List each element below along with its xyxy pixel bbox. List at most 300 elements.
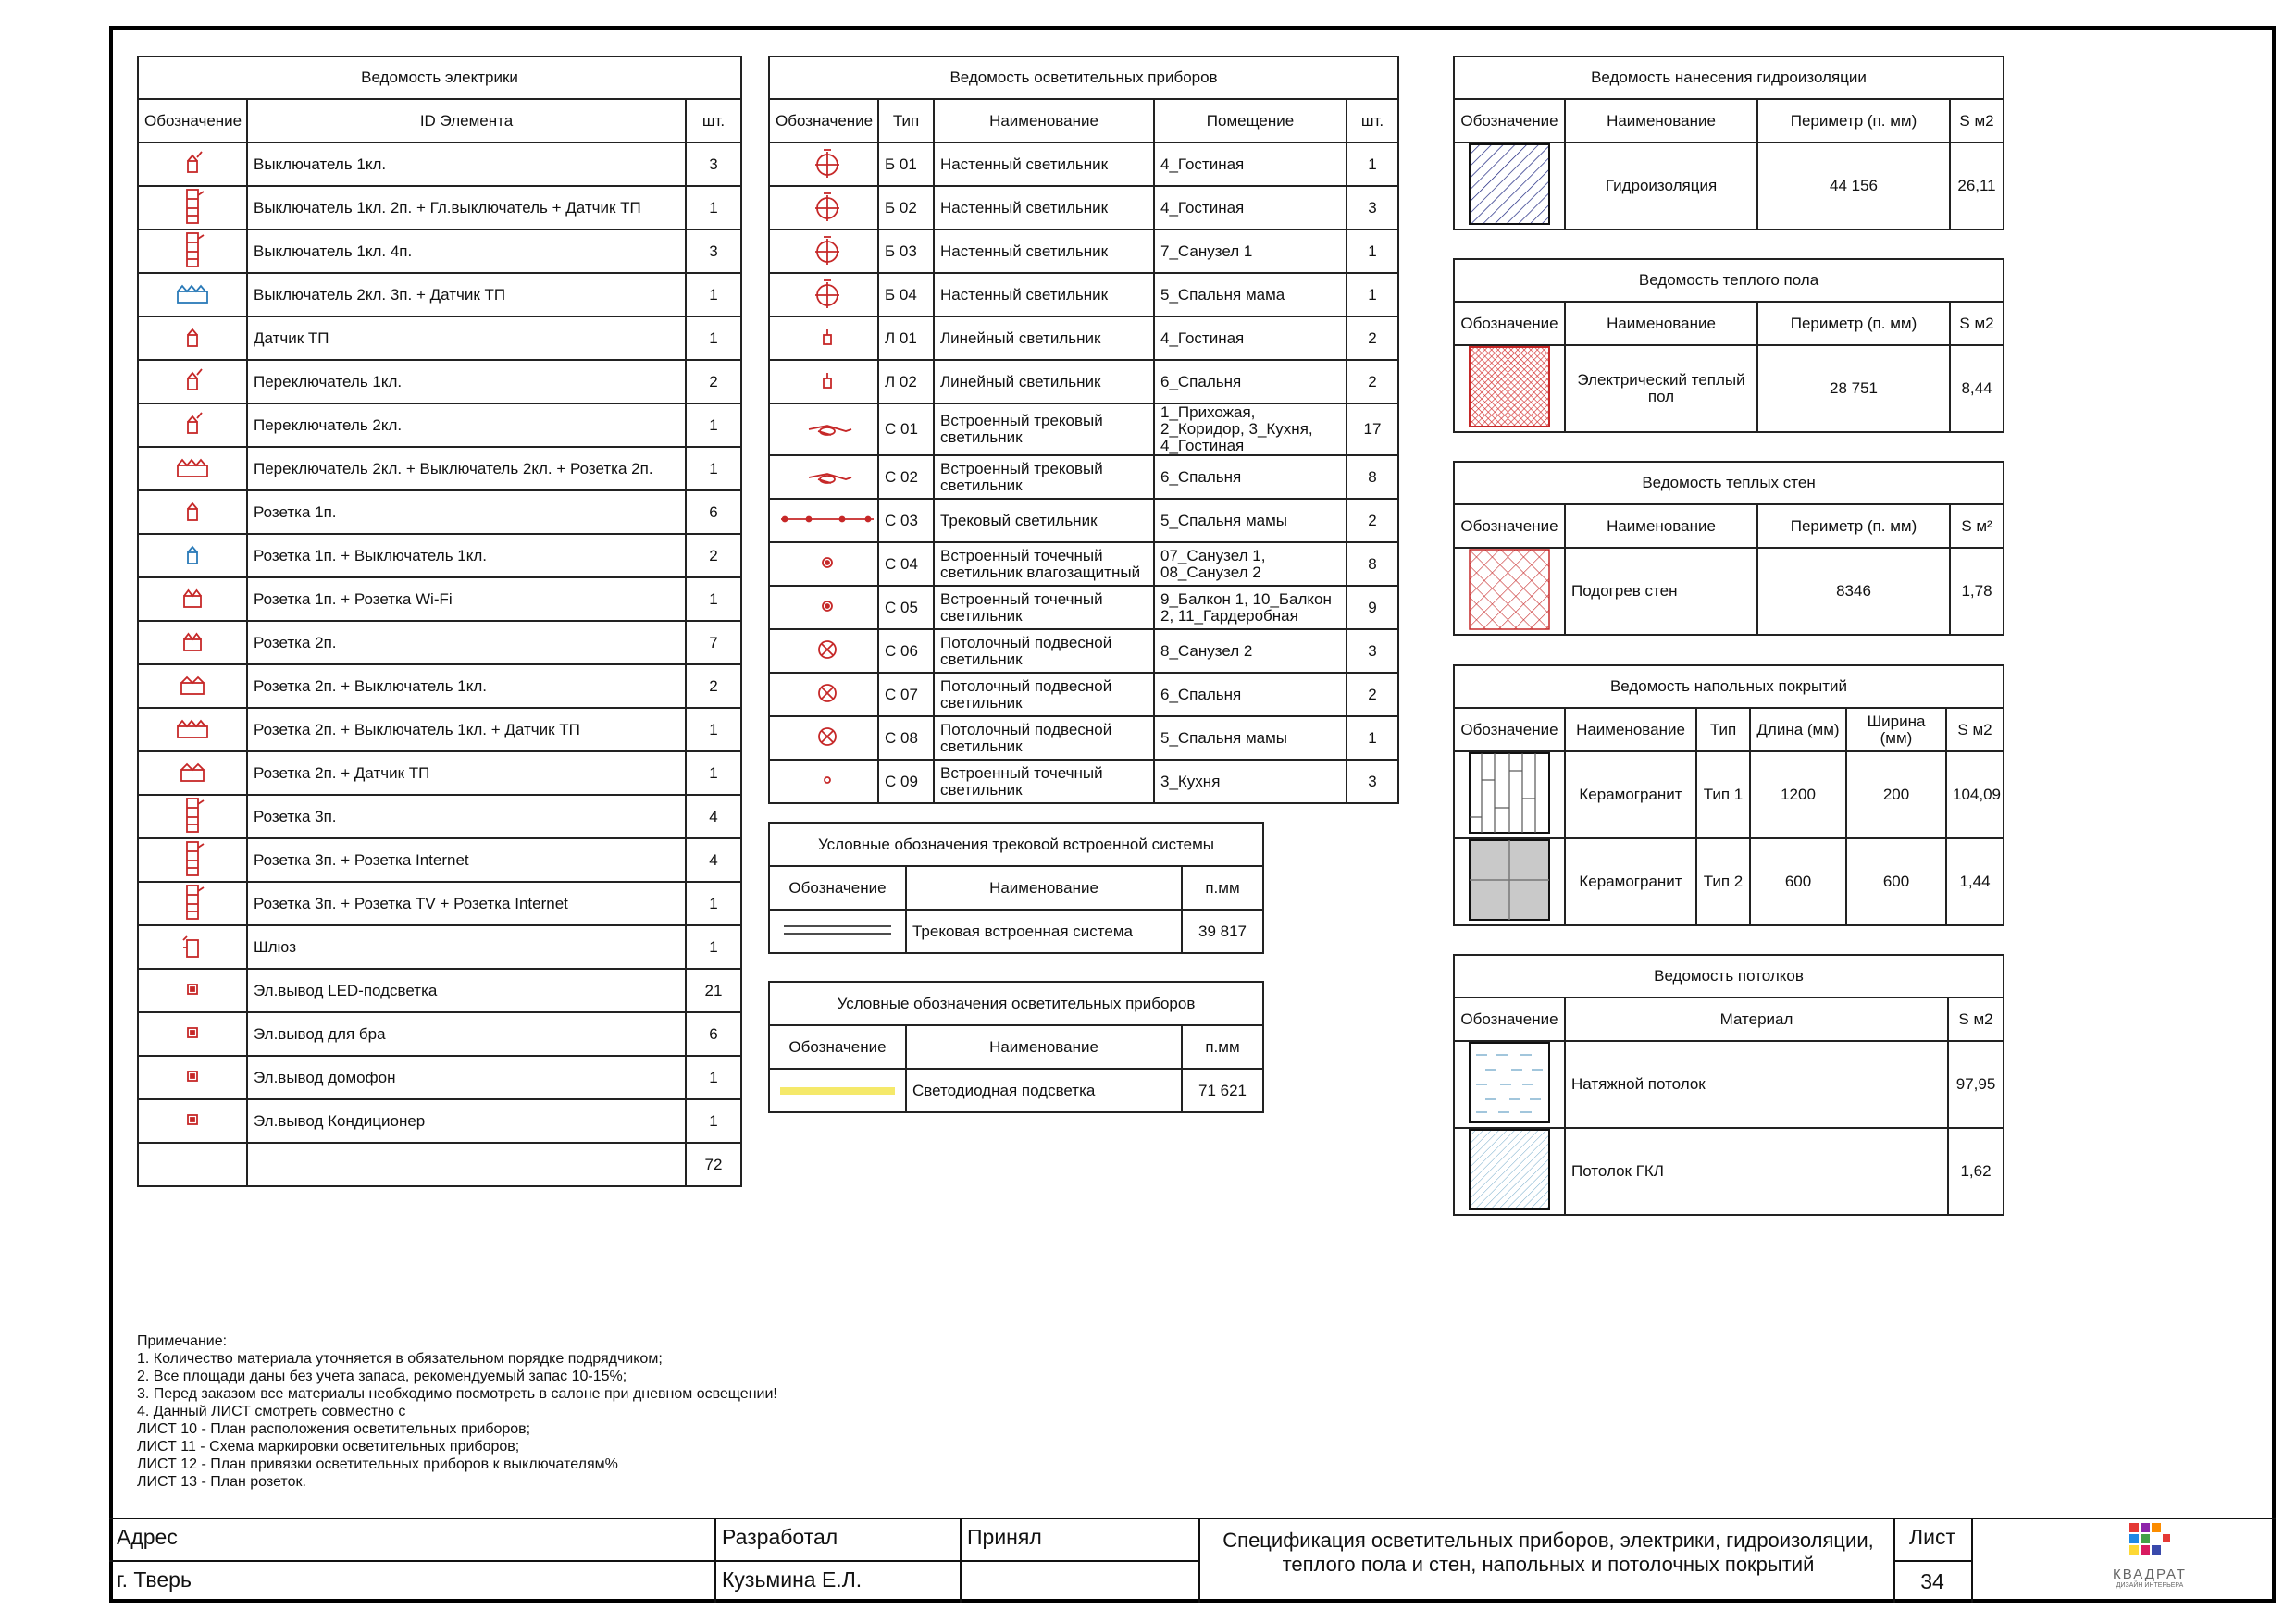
light-qty: 8 (1347, 455, 1398, 499)
floor-area: 104,09 (1946, 751, 2004, 838)
lights-row (769, 542, 1398, 586)
light-type: С 04 (878, 542, 934, 586)
element-qty: 4 (686, 795, 741, 838)
fine-hatch-icon (1469, 1129, 1550, 1210)
developer-value: Кузьмина Е.Л. (722, 1567, 863, 1592)
light-room: 4_Гостиная (1154, 316, 1347, 360)
ceilings-table (1453, 954, 2004, 1216)
element-name: Эл.вывод Кондиционер (247, 1099, 686, 1143)
electrics-row (138, 360, 741, 403)
col-header: Обозначение (769, 1025, 906, 1069)
warm-walls-perimeter: 8346 (1757, 548, 1950, 635)
electrics-row (138, 447, 741, 490)
electrics-row (138, 1056, 741, 1099)
light-qty: 2 (1347, 499, 1398, 542)
ceiling-name: Потолок ГКЛ (1565, 1128, 1948, 1215)
col-header: Наименование (906, 1025, 1182, 1069)
lights-row (769, 186, 1398, 229)
light-type: Б 04 (878, 273, 934, 316)
col-header: Обозначение (1454, 99, 1565, 142)
lights-row (769, 586, 1398, 629)
element-name: Шлюз (247, 925, 686, 969)
electric-symbol-icon (138, 621, 247, 664)
electrics-row (138, 751, 741, 795)
electric-symbol-icon (138, 795, 247, 838)
light-type: С 01 (878, 403, 934, 455)
light-qty: 3 (1347, 629, 1398, 673)
electrics-row (138, 1099, 741, 1143)
hydro-area: 26,11 (1950, 142, 2004, 229)
element-name: Розетка 3п. + Розетка TV + Розетка Internet (247, 882, 686, 925)
col-header: S м2 (1946, 708, 2004, 751)
note-line: ЛИСТ 13 - План розеток. (137, 1474, 306, 1490)
element-name: Переключатель 2кл. + Выключатель 2кл. + Розетка 2п. (247, 447, 686, 490)
electrics-row (138, 708, 741, 751)
col-header: п.мм (1182, 866, 1263, 910)
double-line-icon (780, 921, 895, 939)
lights-row (769, 455, 1398, 499)
light-name: Потолочный подвесной светильник (934, 716, 1154, 760)
electrics-table (137, 56, 742, 1187)
light-symbol-icon (769, 499, 878, 542)
floor-coverings-table (1453, 664, 2004, 926)
element-qty: 1 (686, 925, 741, 969)
light-symbol-icon (769, 542, 878, 586)
light-name: Потолочный подвесной светильник (934, 629, 1154, 673)
col-header: Тип (1696, 708, 1750, 751)
element-qty: 1 (686, 577, 741, 621)
element-qty: 6 (686, 1012, 741, 1056)
electric-symbol-icon (138, 447, 247, 490)
electrics-row (138, 1012, 741, 1056)
led-name: Светодиодная подсветка (906, 1069, 1182, 1112)
light-symbol-icon (769, 229, 878, 273)
col-header: Обозначение (138, 99, 247, 142)
light-name: Встроенный трековый светильник (934, 403, 1154, 455)
electric-symbol-icon (138, 142, 247, 186)
col-header: Длина (мм) (1750, 708, 1846, 751)
col-header: Обозначение (769, 99, 878, 142)
light-type: Б 01 (878, 142, 934, 186)
electrics-row (138, 969, 741, 1012)
lights-row (769, 316, 1398, 360)
note-line: ЛИСТ 11 - Схема маркировки осветительных приборов; (137, 1439, 520, 1455)
hydro-title: Ведомость нанесения гидроизоляции (1454, 56, 2004, 99)
electric-symbol-icon (138, 229, 247, 273)
electrics-row (138, 838, 741, 882)
light-room: 4_Гостиная (1154, 142, 1347, 186)
floor-width: 200 (1846, 751, 1946, 838)
track-legend-title: Условные обозначения трековой встроенной системы (769, 823, 1263, 866)
floor-width: 600 (1846, 838, 1946, 925)
col-header: S м2 (1950, 302, 2004, 345)
light-legend-title: Условные обозначения осветительных приборов (769, 982, 1263, 1025)
warm-walls-title: Ведомость теплых стен (1454, 462, 2004, 504)
element-qty: 2 (686, 664, 741, 708)
electric-symbol-icon (138, 1099, 247, 1143)
electrics-row (138, 229, 741, 273)
col-header: Периметр (п. мм) (1757, 504, 1950, 548)
lights-row (769, 499, 1398, 542)
light-room: 5_Спальня мама (1154, 273, 1347, 316)
element-name: Розетка 1п. + Розетка Wi-Fi (247, 577, 686, 621)
col-header: Наименование (1565, 302, 1757, 345)
light-room: 07_Санузел 1, 08_Санузел 2 (1154, 542, 1347, 586)
element-qty: 1 (686, 708, 741, 751)
note-line: 3. Перед заказом все материалы необходимо посмотреть в салоне при дневном освещении! (137, 1386, 777, 1402)
light-name: Встроенный точечный светильник (934, 760, 1154, 803)
track-name: Трековая встроенная система (906, 910, 1182, 953)
light-type: С 07 (878, 673, 934, 716)
element-name: Датчик ТП (247, 316, 686, 360)
electrics-total: 72 (686, 1143, 741, 1186)
note-line: ЛИСТ 10 - План расположения осветительных приборов; (137, 1421, 531, 1437)
element-name: Розетка 1п. (247, 490, 686, 534)
element-qty: 7 (686, 621, 741, 664)
lights-row (769, 629, 1398, 673)
light-name: Линейный светильник (934, 360, 1154, 403)
element-qty: 1 (686, 882, 741, 925)
light-qty: 3 (1347, 186, 1398, 229)
floor-length: 600 (1750, 838, 1846, 925)
electrics-row (138, 403, 741, 447)
hydro-perimeter: 44 156 (1757, 142, 1950, 229)
light-name: Встроенный точечный светильник влагозащитный (934, 542, 1154, 586)
sheet-label: Лист (1909, 1525, 1955, 1549)
element-name: Выключатель 1кл. 2п. + Гл.выключатель + Датчик ТП (247, 186, 686, 229)
electric-symbol-icon (138, 360, 247, 403)
element-name: Розетка 1п. + Выключатель 1кл. (247, 534, 686, 577)
electric-symbol-icon (138, 577, 247, 621)
element-name: Розетка 3п. + Розетка Internet (247, 838, 686, 882)
light-qty: 2 (1347, 673, 1398, 716)
electric-symbol-icon (138, 403, 247, 447)
light-room: 5_Спальня мамы (1154, 716, 1347, 760)
electrics-row (138, 925, 741, 969)
developed-label: Разработал (722, 1525, 838, 1549)
col-header: п.мм (1182, 1025, 1263, 1069)
element-qty: 1 (686, 751, 741, 795)
sheet-title: Спецификация осветительных приборов, электрики, гидроизоляции, теплого пола и стен, напольных и потолочных покрытий (1222, 1529, 1874, 1576)
light-type: С 05 (878, 586, 934, 629)
track-symbol (769, 910, 906, 953)
col-header: Материал (1565, 997, 1948, 1041)
light-qty: 9 (1347, 586, 1398, 629)
plank-pattern-icon (1469, 752, 1550, 834)
ceilings-title: Ведомость потолков (1454, 955, 2004, 997)
col-header: Обозначение (769, 866, 906, 910)
col-header: Наименование (906, 866, 1182, 910)
element-qty: 2 (686, 534, 741, 577)
electrics-row (138, 577, 741, 621)
element-name: Переключатель 1кл. (247, 360, 686, 403)
electric-symbol-icon (138, 838, 247, 882)
element-qty: 2 (686, 360, 741, 403)
light-room: 6_Спальня (1154, 673, 1347, 716)
electric-symbol-icon (138, 925, 247, 969)
floor-type2-swatch (1454, 838, 1565, 925)
electric-symbol-icon (138, 490, 247, 534)
element-qty: 3 (686, 142, 741, 186)
light-type: С 06 (878, 629, 934, 673)
light-symbol-icon (769, 716, 878, 760)
floor-area: 1,44 (1946, 838, 2004, 925)
electrics-row (138, 490, 741, 534)
electrics-row (138, 142, 741, 186)
electric-symbol-icon (138, 273, 247, 316)
col-header: Периметр (п. мм) (1757, 99, 1950, 142)
lights-row (769, 403, 1398, 455)
accepted-label: Принял (967, 1525, 1042, 1549)
light-qty: 1 (1347, 716, 1398, 760)
light-qty: 2 (1347, 316, 1398, 360)
lights-row (769, 360, 1398, 403)
notes-block (137, 1332, 777, 1491)
warm-walls-area: 1,78 (1950, 548, 2004, 635)
electric-symbol-icon (138, 316, 247, 360)
light-qty: 8 (1347, 542, 1398, 586)
light-symbol-icon (769, 360, 878, 403)
element-name: Розетка 2п. (247, 621, 686, 664)
company-logo (2099, 1521, 2201, 1599)
led-value: 71 621 (1182, 1069, 1263, 1112)
light-room: 7_Санузел 1 (1154, 229, 1347, 273)
floor-length: 1200 (1750, 751, 1846, 838)
electrics-row (138, 664, 741, 708)
warm-walls-name: Подогрев стен (1565, 548, 1757, 635)
col-header: Ширина (мм) (1846, 708, 1946, 751)
light-qty: 1 (1347, 273, 1398, 316)
floor-type1-swatch (1454, 751, 1565, 838)
col-header: Периметр (п. мм) (1757, 302, 1950, 345)
hydro-table (1453, 56, 2004, 230)
lights-table (768, 56, 1399, 804)
track-legend-table (768, 822, 1264, 954)
light-room: 6_Спальня (1154, 360, 1347, 403)
element-qty: 3 (686, 229, 741, 273)
floor-name: Керамогранит (1565, 838, 1696, 925)
light-symbol-icon (769, 629, 878, 673)
note-line: Примечание: (137, 1333, 228, 1349)
light-room: 6_Спальня (1154, 455, 1347, 499)
electric-symbol-icon (138, 1056, 247, 1099)
light-type: С 08 (878, 716, 934, 760)
light-name: Настенный светильник (934, 273, 1154, 316)
electrics-row (138, 882, 741, 925)
element-name: Выключатель 1кл. (247, 142, 686, 186)
electrics-row (138, 795, 741, 838)
note-line: 1. Количество материала уточняется в обязательном порядке подрядчиком; (137, 1351, 663, 1367)
electric-symbol-icon (138, 969, 247, 1012)
element-qty: 4 (686, 838, 741, 882)
ceiling-area: 1,62 (1948, 1128, 2004, 1215)
element-qty: 21 (686, 969, 741, 1012)
light-name: Настенный светильник (934, 229, 1154, 273)
light-type: Л 02 (878, 360, 934, 403)
light-type: С 09 (878, 760, 934, 803)
light-symbol-icon (769, 273, 878, 316)
light-symbol-icon (769, 403, 878, 455)
floor-name: Керамогранит (1565, 751, 1696, 838)
element-name: Розетка 2п. + Выключатель 1кл. (247, 664, 686, 708)
lights-row (769, 229, 1398, 273)
lights-row (769, 142, 1398, 186)
element-name: Эл.вывод домофон (247, 1056, 686, 1099)
title-block (109, 1518, 2276, 1603)
address-label: Адрес (117, 1525, 178, 1549)
electrics-row (138, 534, 741, 577)
element-name: Переключатель 2кл. (247, 403, 686, 447)
light-room: 9_Балкон 1, 10_Балкон 2, 11_Гардеробная (1154, 586, 1347, 629)
light-room: 1_Прихожая, 2_Коридор, 3_Кухня, 4_Гостиная (1154, 403, 1347, 455)
cross-hatch-icon (1469, 346, 1550, 427)
tile-pattern-icon (1469, 839, 1550, 921)
light-type: Б 03 (878, 229, 934, 273)
light-room: 4_Гостиная (1154, 186, 1347, 229)
electric-symbol-icon (138, 882, 247, 925)
light-legend-table (768, 981, 1264, 1113)
light-symbol-icon (769, 673, 878, 716)
lights-row (769, 273, 1398, 316)
ceiling2-swatch (1454, 1128, 1565, 1215)
lights-title: Ведомость осветительных приборов (769, 56, 1398, 99)
light-name: Потолочный подвесной светильник (934, 673, 1154, 716)
element-qty: 6 (686, 490, 741, 534)
col-header: Наименование (1565, 504, 1757, 548)
element-qty: 1 (686, 1056, 741, 1099)
logo-text: КВАДРАТ (2113, 1567, 2187, 1582)
electrics-row (138, 273, 741, 316)
warm-floor-perimeter: 28 751 (1757, 345, 1950, 432)
warm-walls-swatch (1454, 548, 1565, 635)
element-name: Выключатель 1кл. 4п. (247, 229, 686, 273)
light-symbol-icon (769, 455, 878, 499)
hydro-swatch (1454, 142, 1565, 229)
light-room: 3_Кухня (1154, 760, 1347, 803)
electric-symbol-icon (138, 664, 247, 708)
lights-row (769, 760, 1398, 803)
electric-symbol-icon (138, 186, 247, 229)
warm-floor-name: Электрический теплый пол (1565, 345, 1757, 432)
electric-symbol-icon (138, 708, 247, 751)
col-header: Обозначение (1454, 504, 1565, 548)
light-symbol-icon (769, 142, 878, 186)
address-value: г. Тверь (117, 1567, 192, 1592)
element-qty: 1 (686, 316, 741, 360)
col-header: Обозначение (1454, 708, 1565, 751)
col-header: S м² (1950, 504, 2004, 548)
lights-row (769, 673, 1398, 716)
electrics-title: Ведомость электрики (138, 56, 741, 99)
ceiling-area: 97,95 (1948, 1041, 2004, 1128)
warm-floor-area: 8,44 (1950, 345, 2004, 432)
element-name: Выключатель 2кл. 3п. + Датчик ТП (247, 273, 686, 316)
electrics-row (138, 186, 741, 229)
col-header: Обозначение (1454, 302, 1565, 345)
col-header: Тип (878, 99, 934, 142)
col-header: S м2 (1948, 997, 2004, 1041)
electric-symbol-icon (138, 1012, 247, 1056)
light-name: Линейный светильник (934, 316, 1154, 360)
col-header: шт. (1347, 99, 1398, 142)
light-room: 5_Спальня мамы (1154, 499, 1347, 542)
col-header: Помещение (1154, 99, 1347, 142)
warm-floor-title: Ведомость теплого пола (1454, 259, 2004, 302)
col-header: Обозначение (1454, 997, 1565, 1041)
track-value: 39 817 (1182, 910, 1263, 953)
element-name: Розетка 2п. + Выключатель 1кл. + Датчик ТП (247, 708, 686, 751)
note-line: 4. Данный ЛИСТ смотреть совместно с (137, 1404, 406, 1419)
diagonal-hatch-icon (1469, 143, 1550, 225)
light-qty: 17 (1347, 403, 1398, 455)
logo-subtext: ДИЗАЙН ИНТЕРЬЕРА (2116, 1582, 2184, 1589)
light-name: Настенный светильник (934, 186, 1154, 229)
col-header: S м2 (1950, 99, 2004, 142)
light-room: 8_Санузел 2 (1154, 629, 1347, 673)
light-type: Б 02 (878, 186, 934, 229)
warm-floor-table (1453, 258, 2004, 433)
electrics-row (138, 316, 741, 360)
light-symbol-icon (769, 586, 878, 629)
electrics-row (138, 621, 741, 664)
col-header: Наименование (934, 99, 1154, 142)
light-symbol-icon (769, 186, 878, 229)
empty-cell (138, 1143, 247, 1186)
kvadrat-logo-icon (2122, 1521, 2178, 1562)
diamond-hatch-icon (1469, 549, 1550, 630)
electric-symbol-icon (138, 534, 247, 577)
light-name: Трековый светильник (934, 499, 1154, 542)
element-name: Эл.вывод для бра (247, 1012, 686, 1056)
warm-floor-swatch (1454, 345, 1565, 432)
col-header: шт. (686, 99, 741, 142)
light-symbol-icon (769, 316, 878, 360)
floor-coverings-title: Ведомость напольных покрытий (1454, 665, 2004, 708)
note-line: ЛИСТ 12 - План привязки осветительных приборов к выключателям% (137, 1456, 618, 1472)
col-header: Наименование (1565, 708, 1696, 751)
led-strip-icon (780, 1087, 895, 1095)
element-name: Розетка 3п. (247, 795, 686, 838)
light-name: Настенный светильник (934, 142, 1154, 186)
note-line: 2. Все площади даны без учета запаса, рекомендуемый запас 10-15%; (137, 1369, 627, 1384)
lights-row (769, 716, 1398, 760)
element-qty: 1 (686, 273, 741, 316)
element-qty: 1 (686, 186, 741, 229)
electric-symbol-icon (138, 751, 247, 795)
element-qty: 1 (686, 447, 741, 490)
empty-cell (247, 1143, 686, 1186)
led-symbol (769, 1069, 906, 1112)
light-type: С 03 (878, 499, 934, 542)
light-qty: 1 (1347, 229, 1398, 273)
sheet-number: 34 (1920, 1569, 1944, 1593)
light-qty: 3 (1347, 760, 1398, 803)
element-qty: 1 (686, 403, 741, 447)
ceiling1-swatch (1454, 1041, 1565, 1128)
light-name: Встроенный трековый светильник (934, 455, 1154, 499)
light-qty: 2 (1347, 360, 1398, 403)
light-qty: 1 (1347, 142, 1398, 186)
warm-walls-table (1453, 461, 2004, 636)
light-type: Л 01 (878, 316, 934, 360)
light-symbol-icon (769, 760, 878, 803)
light-type: С 02 (878, 455, 934, 499)
light-name: Встроенный точечный светильник (934, 586, 1154, 629)
col-header: ID Элемента (247, 99, 686, 142)
element-qty: 1 (686, 1099, 741, 1143)
dash-pattern-icon (1469, 1042, 1550, 1123)
floor-type: Тип 1 (1696, 751, 1750, 838)
